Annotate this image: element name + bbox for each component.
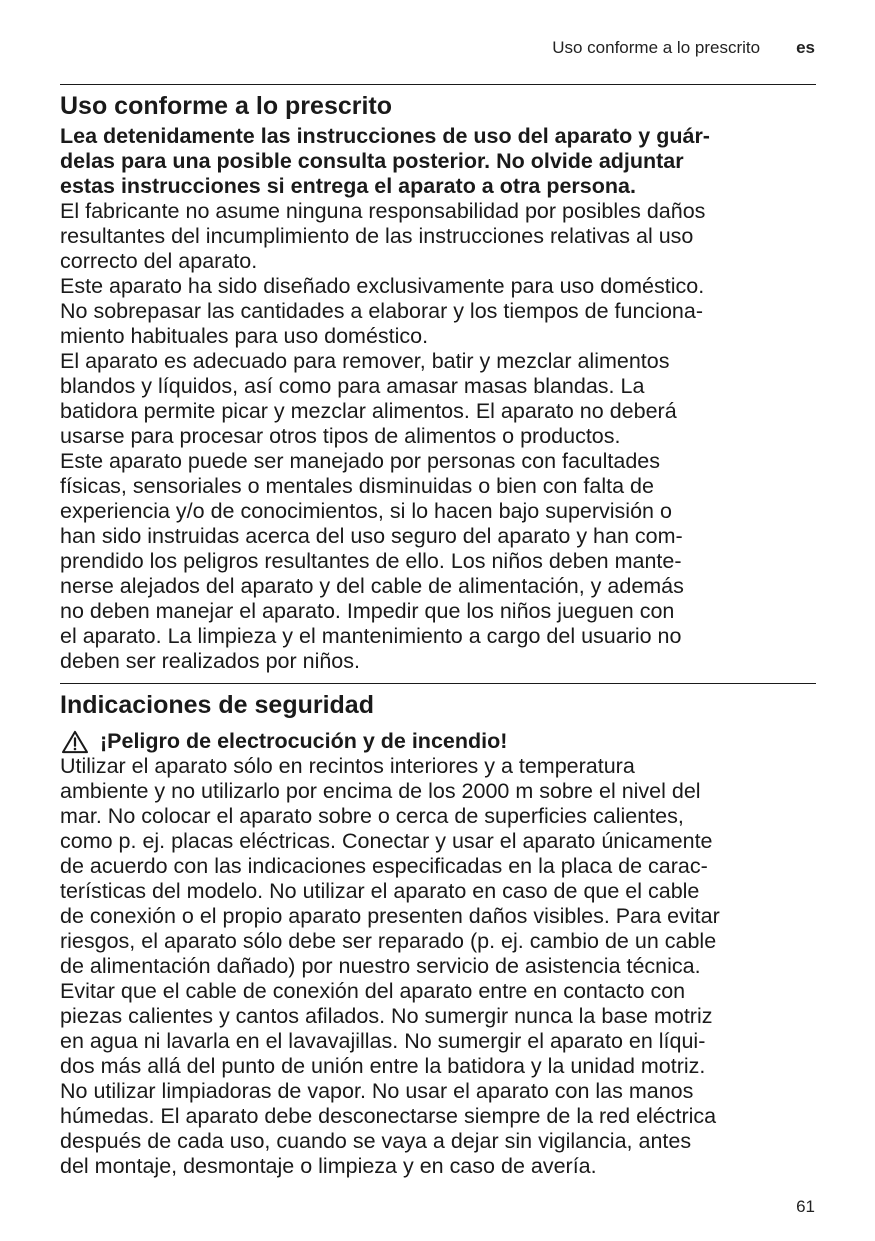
language-code: es bbox=[796, 38, 815, 57]
section-title: Uso conforme a lo prescrito bbox=[60, 92, 393, 120]
running-title: Uso conforme a lo prescrito bbox=[552, 38, 761, 57]
section-safety bbox=[60, 689, 820, 1179]
section-divider bbox=[60, 84, 816, 85]
lead-paragraph: Lea detenidamente las instrucciones de uso del aparato y guár- delas para una posible consulta posterior. No olvide adjuntar estas instrucciones si entrega el aparato a otra persona. bbox=[60, 124, 710, 198]
section-divider bbox=[60, 683, 816, 684]
paragraph: El fabricante no asume ninguna responsabilidad por posibles daños resultantes del incumplimiento de las instrucciones relativas al uso correcto del aparato. bbox=[60, 199, 706, 273]
warning-title: ¡Peligro de electrocución y de incendio! bbox=[100, 729, 508, 753]
paragraph: Este aparato puede ser manejado por personas con facultades físicas, sensoriales o mentales disminuidas o bien con falta de experiencia y/o de conocimientos, si lo hacen bajo supervisión o han sido instruidas acerca del uso seguro del aparato y han com- prendido los peligros resultantes de ello. Los niños deben mante- nerse alejados del aparato y del cable de alimentación, y además no deben manejar el aparato. Impedir que los niños jueguen con el aparato. La limpieza y el mantenimiento a cargo del usuario no deben ser realizados por niños. bbox=[60, 449, 684, 673]
warning-triangle-icon bbox=[60, 730, 90, 754]
warning-body: Utilizar el aparato sólo en recintos interiores y a temperatura ambiente y no utilizarlo por encima de los 2000 m sobre el nivel del mar. No colocar el aparato sobre o cerca de superficies calientes, como p. ej. placas eléctricas. Conectar y usar el aparato únicamente de acuerdo con las indicaciones especificadas en la placa de carac- terísticas del modelo. No utilizar el aparato en caso de que el cable de conexión o el propio aparato presenten daños visibles. Para evitar riesgos, el aparato sólo debe ser reparado (p. ej. cambio de un cable de alimentación dañado) por nuestro servicio de asistencia técnica. Evitar que el cable de conexión del aparato entre en contacto con piezas calientes y cantos afilados. No sumergir nunca la base motriz en agua ni lavarla en el lavavajillas. No sumergir el aparato en líqui- dos más allá del punto de unión entre la batidora y la unidad motriz. No utilizar limpiadoras de vapor. No usar el aparato con las manos húmedas. El aparato debe desconectarse siempre de la red eléctrica después de cada uso, cuando se vaya a dejar sin vigilancia, antes del montaje, desmontaje o limpieza y en caso de avería. bbox=[60, 754, 720, 1178]
page-header bbox=[552, 38, 815, 58]
warning-heading bbox=[60, 729, 820, 754]
page-number: 61 bbox=[796, 1197, 815, 1216]
section-title: Indicaciones de seguridad bbox=[60, 691, 374, 719]
paragraph: El aparato es adecuado para remover, batir y mezclar alimentos blandos y líquidos, así como para amasar masas blandas. La batidora permite picar y mezclar alimentos. El aparato no deberá usarse para procesar otros tipos de alimentos o productos. bbox=[60, 349, 677, 448]
section-intended-use bbox=[60, 90, 820, 674]
paragraph: Este aparato ha sido diseñado exclusivamente para uso doméstico. No sobrepasar las cantidades a elaborar y los tiempos de funciona- miento habituales para uso doméstico. bbox=[60, 274, 705, 348]
